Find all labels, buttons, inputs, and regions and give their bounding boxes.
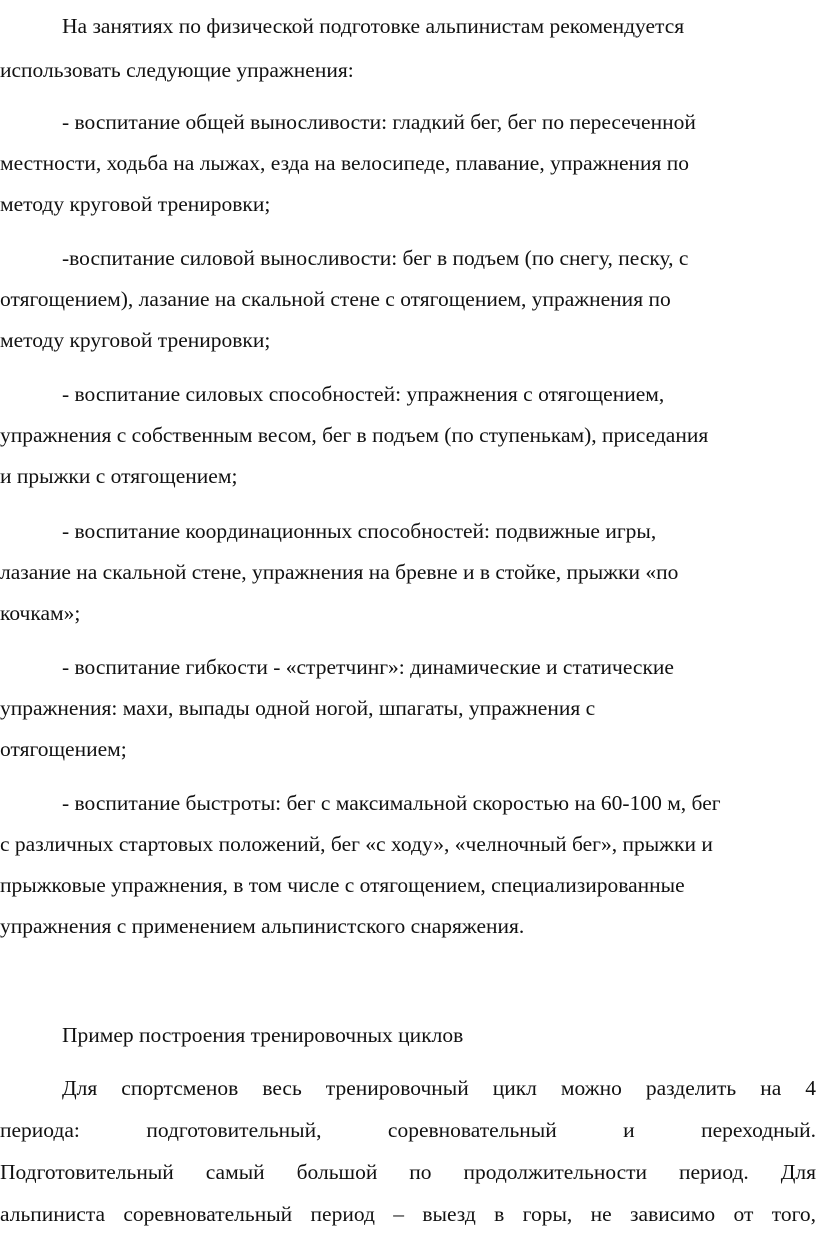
paragraph-line: отягощением), лазание на скальной стене с отягощением, упражнения по xyxy=(0,287,671,311)
paragraph-line: методу круговой тренировки; xyxy=(0,192,271,216)
paragraph-line: Для спортсменов весь тренировочный цикл можно разделить на 4 xyxy=(62,1076,816,1100)
paragraph-line: - воспитание быстроты: бег с максимальной скоростью на 60-100 м, бег xyxy=(62,791,721,815)
paragraph-line: упражнения с собственным весом, бег в подъем (по ступенькам), приседания xyxy=(0,423,709,447)
paragraph-line: кочкам»; xyxy=(0,601,81,625)
paragraph-line: методу круговой тренировки; xyxy=(0,328,271,352)
paragraph-line: На занятиях по физической подготовке альпинистам рекомендуется xyxy=(62,14,685,38)
paragraph-line: местности, ходьба на лыжах, езда на велосипеде, плавание, упражнения по xyxy=(0,151,690,175)
paragraph-line: упражнения: махи, выпады одной ногой, шпагаты, упражнения с xyxy=(0,696,596,720)
section-heading: Пример построения тренировочных циклов xyxy=(62,1023,464,1047)
paragraph-line: лазание на скальной стене, упражнения на бревне и в стойке, прыжки «по xyxy=(0,560,679,584)
paragraph-line: и прыжки с отягощением; xyxy=(0,464,238,488)
paragraph-line: -воспитание силовой выносливости: бег в подъем (по снегу, песку, с xyxy=(62,246,689,270)
paragraph-line: Подготовительный самый большой по продолжительности период. Для xyxy=(0,1160,816,1184)
paragraph-line: отягощением; xyxy=(0,737,127,761)
paragraph-line: альпиниста соревновательный период – выезд в горы, не зависимо от того, xyxy=(0,1202,816,1226)
paragraph-line: - воспитание гибкости - «стретчинг»: динамические и статические xyxy=(62,655,674,679)
paragraph-line: - воспитание общей выносливости: гладкий бег, бег по пересеченной xyxy=(62,110,696,134)
paragraph-line: - воспитание силовых способностей: упражнения с отягощением, xyxy=(62,382,665,406)
paragraph-line: периода: подготовительный, соревновательный и переходный. xyxy=(0,1118,816,1142)
paragraph-line: - воспитание координационных способностей: подвижные игры, xyxy=(62,519,657,543)
paragraph-line: использовать следующие упражнения: xyxy=(0,58,354,82)
paragraph-line: с различных стартовых положений, бег «с ходу», «челночный бег», прыжки и xyxy=(0,832,713,856)
paragraph-line: прыжковые упражнения, в том числе с отягощением, специализированные xyxy=(0,873,685,897)
paragraph-line: упражнения с применением альпинистского снаряжения. xyxy=(0,914,525,938)
